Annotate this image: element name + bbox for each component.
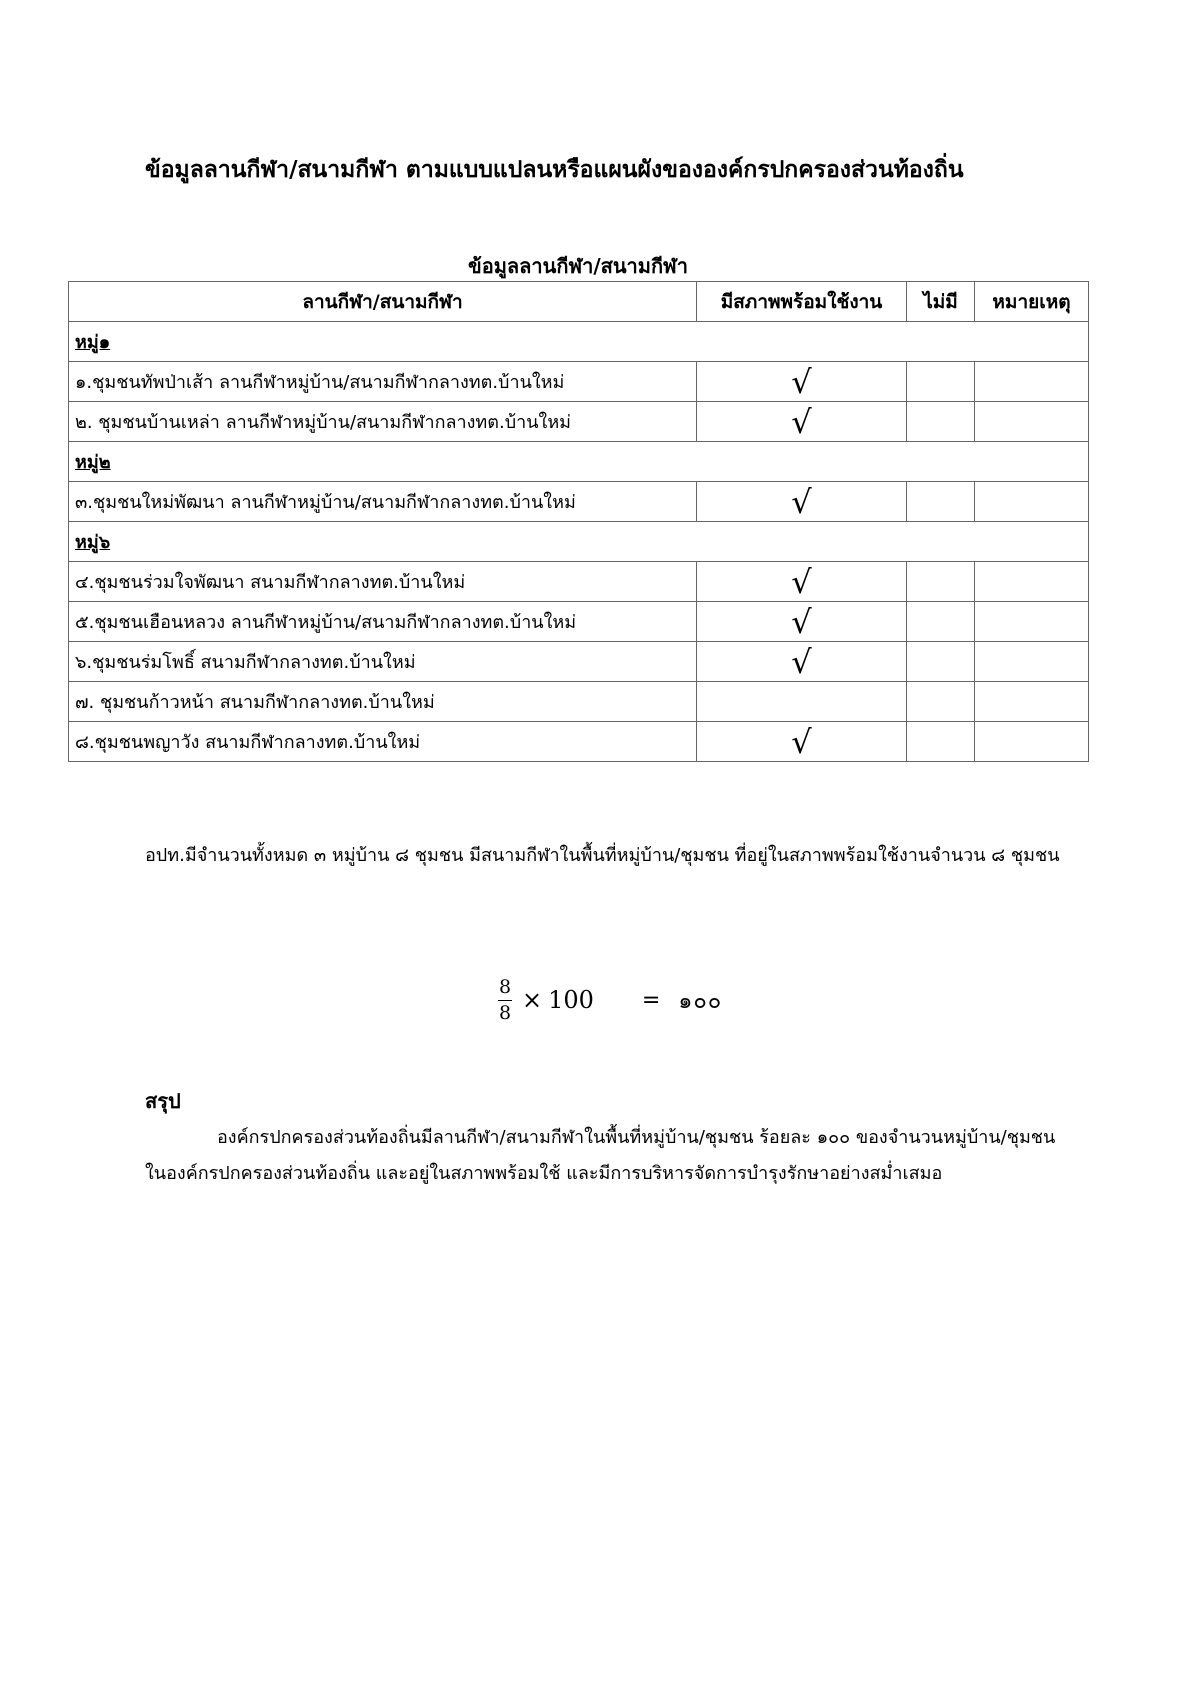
header-facility: ลานกีฬา/สนามกีฬา bbox=[69, 282, 697, 322]
note-cell bbox=[975, 402, 1089, 442]
fraction-numerator: 8 bbox=[498, 975, 512, 998]
table-row bbox=[69, 602, 1089, 642]
group-row bbox=[69, 442, 1089, 482]
facility-name: ๑.ชุมชนทัพป่าเส้า ลานกีฬาหมู่บ้าน/สนามกีฬากลางทต.บ้านใหม่ bbox=[69, 362, 697, 402]
note-cell bbox=[975, 642, 1089, 682]
ready-check-mark bbox=[697, 682, 907, 722]
note-cell bbox=[975, 682, 1089, 722]
note-cell bbox=[975, 362, 1089, 402]
ready-check-mark: √ bbox=[697, 642, 907, 682]
none-cell bbox=[907, 402, 975, 442]
none-cell bbox=[907, 562, 975, 602]
ready-check-mark: √ bbox=[697, 362, 907, 402]
facility-name: ๓.ชุมชนใหม่พัฒนา ลานกีฬาหมู่บ้าน/สนามกีฬากลางทต.บ้านใหม่ bbox=[69, 482, 697, 522]
facility-name: ๘.ชุมชนพญาวัง สนามกีฬากลางทต.บ้านใหม่ bbox=[69, 722, 697, 762]
summary-paragraph: อปท.มีจำนวนทั้งหมด ๓ หมู่บ้าน ๘ ชุมชน มีสนามกีฬาในพื้นที่หมู่บ้าน/ชุมชน ที่อยู่ในสภาพพร้อมใช้งานจำนวน ๘ ชุมชน bbox=[145, 845, 1060, 866]
fraction-denominator: 8 bbox=[498, 1001, 512, 1024]
none-cell bbox=[907, 722, 975, 762]
ready-check-mark: √ bbox=[697, 602, 907, 642]
none-cell bbox=[907, 482, 975, 522]
header-note: หมายเหตุ bbox=[975, 282, 1089, 322]
ready-check-mark: √ bbox=[697, 482, 907, 522]
table-caption: ข้อมูลลานกีฬา/สนามกีฬา bbox=[468, 254, 688, 278]
times-sign: × bbox=[522, 986, 543, 1014]
document-heading: ข้อมูลลานกีฬา/สนามกีฬา ตามแบบแปลนหรือแผนผังขององค์กรปกครองส่วนท้องถิ่น bbox=[145, 157, 964, 183]
ready-check-mark: √ bbox=[697, 722, 907, 762]
group-label-moo6: หมู่๖ bbox=[69, 522, 1089, 562]
sports-facility-table bbox=[68, 281, 1089, 762]
percentage-formula bbox=[498, 970, 722, 1030]
facility-name: ๒. ชุมชนบ้านเหล่า ลานกีฬาหมู่บ้าน/สนามกีฬากลางทต.บ้านใหม่ bbox=[69, 402, 697, 442]
none-cell bbox=[907, 602, 975, 642]
ready-check-mark: √ bbox=[697, 402, 907, 442]
note-cell bbox=[975, 722, 1089, 762]
table-row bbox=[69, 682, 1089, 722]
none-cell bbox=[907, 682, 975, 722]
facility-name: ๗. ชุมชนก้าวหน้า สนามกีฬากลางทต.บ้านใหม่ bbox=[69, 682, 697, 722]
group-label-moo2: หมู่๒ bbox=[69, 442, 1089, 482]
header-none: ไม่มี bbox=[907, 282, 975, 322]
facility-name: ๕.ชุมชนเฮือนหลวง ลานกีฬาหมู่บ้าน/สนามกีฬากลางทต.บ้านใหม่ bbox=[69, 602, 697, 642]
fraction-bar bbox=[498, 1000, 512, 1001]
ready-check-mark: √ bbox=[697, 562, 907, 602]
table-row bbox=[69, 482, 1089, 522]
multiplier: 100 bbox=[548, 986, 594, 1014]
note-cell bbox=[975, 482, 1089, 522]
facility-name: ๖.ชุมชนร่มโพธิ์ สนามกีฬากลางทต.บ้านใหม่ bbox=[69, 642, 697, 682]
group-row bbox=[69, 322, 1089, 362]
header-ready: มีสภาพพร้อมใช้งาน bbox=[697, 282, 907, 322]
group-row bbox=[69, 522, 1089, 562]
table-row bbox=[69, 362, 1089, 402]
table-header-row bbox=[69, 282, 1089, 322]
table-row bbox=[69, 642, 1089, 682]
formula-result: ๑๐๐ bbox=[678, 988, 723, 1014]
fraction bbox=[498, 977, 512, 1024]
table-row bbox=[69, 402, 1089, 442]
note-cell bbox=[975, 562, 1089, 602]
none-cell bbox=[907, 362, 975, 402]
table-row bbox=[69, 562, 1089, 602]
conclusion-heading: สรุป bbox=[145, 1089, 181, 1113]
conclusion-body: องค์กรปกครองส่วนท้องถิ่นมีลานกีฬา/สนามกีฬาในพื้นที่หมู่บ้าน/ชุมชน ร้อยละ ๑๐๐ ของจำนวนหมู่บ้าน/ชุมชนในองค์กรปกครองส่วนท้องถิ่น และอยู่ในสภาพพร้อมใช้ และมีการบริหารจัดการบำรุงรักษาอย่างสม่ำเสมอ bbox=[145, 1127, 1056, 1184]
equals-sign: = bbox=[641, 987, 661, 1013]
note-cell bbox=[975, 602, 1089, 642]
group-label-moo1: หมู่๑ bbox=[69, 322, 1089, 362]
none-cell bbox=[907, 642, 975, 682]
facility-name: ๔.ชุมชนร่วมใจพัฒนา สนามกีฬากลางทต.บ้านใหม่ bbox=[69, 562, 697, 602]
table-row bbox=[69, 722, 1089, 762]
